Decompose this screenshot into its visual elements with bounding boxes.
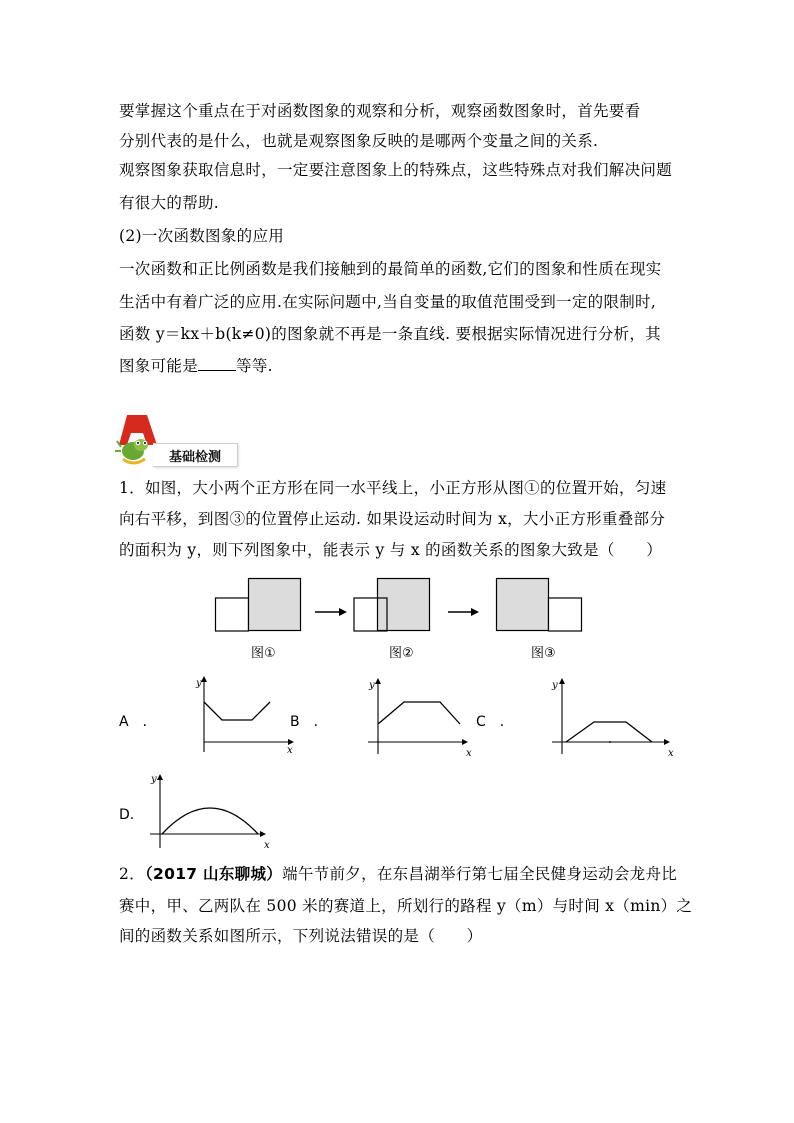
option-a-x-label: x — [287, 745, 293, 756]
section-badge — [117, 415, 239, 467]
figure-1-label: 图① — [251, 646, 276, 661]
option-d-y-label: y — [151, 774, 157, 785]
intro-line-6: 生活中有着广泛的应用.在实际问题中,当自变量的取值范围受到一定的限制时, — [119, 293, 657, 311]
option-b-label[interactable]: B ． — [290, 714, 328, 730]
option-a-label[interactable]: A ． — [119, 714, 157, 730]
option-b-x-label: x — [466, 748, 472, 759]
q1-line-3: 的面积为 y，则下列图象中，能表示 y 与 x 的函数关系的图象大致是（ ） — [119, 541, 663, 559]
option-d-label[interactable]: D. — [119, 807, 135, 823]
option-c-y-label: y — [552, 680, 558, 691]
intro-line-1: 要掌握这个重点在于对函数图象的观察和分析，观察函数图象时，首先要看 — [119, 102, 641, 120]
figure-2-label: 图② — [389, 646, 414, 661]
q2-number: 2． — [119, 865, 145, 883]
squares-sequence-figure — [215, 578, 585, 634]
option-d-x-label: x — [264, 840, 270, 851]
intro-line-5: 一次函数和正比例函数是我们接触到的最简单的函数,它们的图象和性质在现实 — [119, 260, 662, 278]
intro-line-8-suffix: 等等. — [236, 357, 273, 375]
q2-line-1-text: 端午节前夕，在东昌湖举行第七届全民健身运动会龙舟比 — [282, 865, 678, 883]
subheading-linear-function-application: (2)一次函数图象的应用 — [119, 227, 285, 245]
q1-line-2: 向右平移，到图③的位置停止运动. 如果设运动时间为 x，大小正方形重叠部分 — [119, 510, 666, 528]
option-b-y-label: y — [369, 680, 375, 691]
option-c-x-label: x — [668, 748, 674, 759]
intro-line-7: 函数 y＝kx＋b(k≠0)的图象就不再是一条直线. 要根据实际情况进行分析，其 — [119, 325, 661, 343]
figure-3-label: 图③ — [531, 646, 556, 661]
q2-line-2: 赛中，甲、乙两队在 500 米的赛道上，所划行的路程 y（m）与时间 x（min）之 — [119, 897, 693, 915]
option-d-graph[interactable] — [148, 772, 278, 852]
option-a-y-label: y — [196, 678, 202, 689]
option-b-graph[interactable] — [366, 678, 476, 758]
intro-line-3: 观察图象获取信息时，一定要注意图象上的特殊点，这些特殊点对我们解决问题 — [119, 161, 673, 179]
option-c-label[interactable]: C ． — [476, 714, 514, 730]
q2-line-1 — [119, 864, 677, 884]
q2-line-3: 间的函数关系如图所示，下列说法错误的是（ ） — [119, 927, 483, 945]
q2-source: （2017 山东聊城） — [144, 865, 283, 883]
q1-line-1: 1．如图，大小两个正方形在同一水平线上，小正方形从图①的位置开始，匀速 — [119, 479, 667, 497]
intro-line-8 — [119, 356, 273, 376]
fill-blank — [198, 356, 236, 371]
intro-line-8-prefix: 图象可能是 — [119, 357, 199, 375]
option-a-graph[interactable] — [192, 676, 302, 756]
option-c-graph[interactable] — [548, 678, 678, 758]
intro-line-2: 分别代表的是什么，也就是观察图象反映的是哪两个变量之间的关系. — [119, 132, 599, 150]
section-label: 基础检测 — [169, 450, 222, 465]
intro-line-4: 有很大的帮助. — [119, 194, 220, 212]
